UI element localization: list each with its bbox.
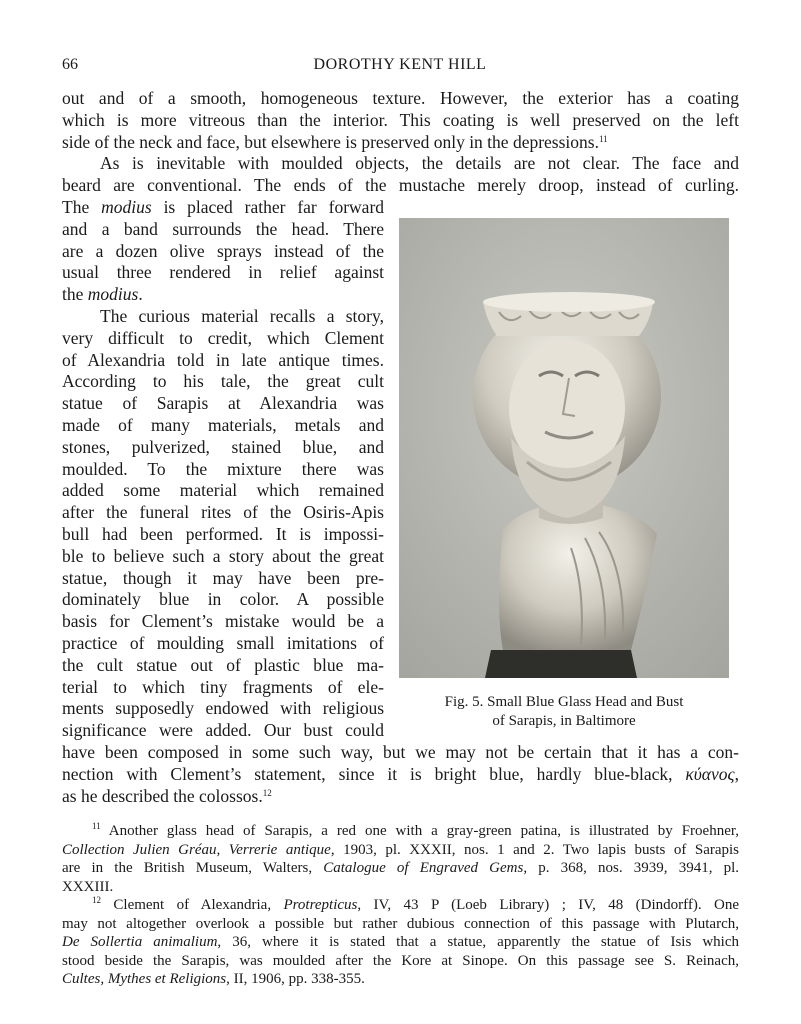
text-line: which is more vitreous than the interior. This coating is well preserved on the left [62, 109, 739, 130]
text-line: the cult statue out of plastic blue ma- [62, 654, 384, 675]
text-line: significance were added. Our bust could [62, 720, 384, 741]
footnote-line: Cultes, Mythes et Religions, II, 1906, pp. 338-355. [62, 971, 365, 987]
footnote-line: stood beside the Sarapis, was moulded after the Kore at Sinope. On this passage see S. Reinach, [62, 952, 739, 969]
text-line: moulded. To the mixture there was [62, 458, 384, 479]
footnote-line: are in the British Museum, Walters, Catalogue of Engraved Gems, p. 368, nos. 3939, 3941, pl. [62, 860, 739, 876]
footnote-line: $^{12}$ Clement of Alexandria, Protrepticus, IV, 43 P (Loeb Library) ; IV, 48 (Dindorff). One [92, 896, 739, 913]
footnote-line: XXXIII. [62, 878, 114, 895]
text-line: and a band surrounds the head. There [62, 218, 384, 239]
text-line: According to his tale, the great cult [62, 371, 384, 392]
text-line: added some material which remained [62, 480, 384, 501]
text-line: The curious material recalls a story, [100, 305, 384, 326]
sarapis-bust-photo [399, 218, 729, 678]
caption-line: of Sarapis, in Baltimore [492, 713, 636, 729]
footnote-line: Collection Julien Gréau, Verrerie antique, 1903, pl. XXXII, nos. 1 and 2. Two lapis busts of Sarapis [62, 841, 739, 858]
page-header [62, 52, 738, 80]
footnote-11 [62, 822, 739, 896]
text-line: made of many materials, metals and [62, 414, 384, 435]
text-line: practice of moulding small imitations of [62, 632, 384, 653]
footnote-12 [62, 896, 739, 989]
page-number: 66 [62, 56, 78, 73]
running-head: DOROTHY KENT HILL [313, 56, 487, 73]
text-line: of Alexandria told in late antique times. [62, 349, 384, 370]
footnote-ref-12: 12 [262, 787, 272, 798]
footnote-line: De Sollertia animalium, 36, where it is stated that a statue, apparently the statue of Isis which [62, 934, 739, 950]
caption-line: Fig. 5. Small Blue Glass Head and Bust [444, 694, 684, 710]
text-line: ble to believe such a story about the great [62, 545, 384, 566]
text-line: As is inevitable with moulded objects, the details are not clear. The face and [100, 153, 739, 174]
text-line: are a dozen olive sprays instead of the [62, 240, 384, 261]
text-line: The modius is placed rather far forward [62, 196, 384, 217]
figure-caption [399, 693, 729, 731]
text-line: out and of a smooth, homogeneous texture. However, the exterior has a coating [62, 88, 739, 108]
greek-word: κύανος [685, 763, 735, 784]
text-line: stones, pulverized, stained blue, and [62, 436, 384, 457]
footnote-line: $^{11}$ Another glass head of Sarapis, a red one with a gray-green patina, is illustrated by Froehner, [92, 822, 739, 839]
text-line: the modius. [62, 284, 143, 305]
text-line: basis for Clement’s mistake would be a [62, 611, 384, 632]
text-line: statue of Sarapis at Alexandria was [62, 393, 384, 414]
text-line: usual three rendered in relief against [62, 262, 384, 283]
text-line: ments supposedly endowed with religious [62, 698, 384, 719]
footnotes [62, 822, 739, 989]
footnote-line: may not altogether overlook a possible but rather dubious connection of this passage with Plutarch, [62, 915, 739, 932]
text-line: after the funeral rites of the Osiris-Apis [62, 502, 384, 523]
text-line: have been composed in some such way, but we may not be certain that it has a con- [62, 741, 739, 762]
figure-5 [399, 218, 729, 731]
text-line: bull had been performed. It is impossi- [62, 523, 384, 544]
footnote-ref-11: 11 [598, 133, 608, 144]
text-line: as he described the colossos.$^{12}$ [62, 785, 272, 806]
text-line: dominately blue in color. A possible [62, 589, 384, 610]
text-line: beard are conventional. The ends of the mustache merely droop, instead of curling. [62, 175, 739, 196]
text-line: side of the neck and face, but elsewhere is preserved only in the depressions.$^{11}$ [62, 131, 608, 152]
text-line: nection with Clement’s statement, since it is bright blue, hardly blue-black, κύανος, [62, 763, 739, 784]
text-line: statue, though it may have been pre- [62, 567, 384, 588]
text-line: very difficult to credit, which Clement [62, 327, 384, 348]
text-line: terial to which tiny fragments of ele- [62, 676, 384, 697]
